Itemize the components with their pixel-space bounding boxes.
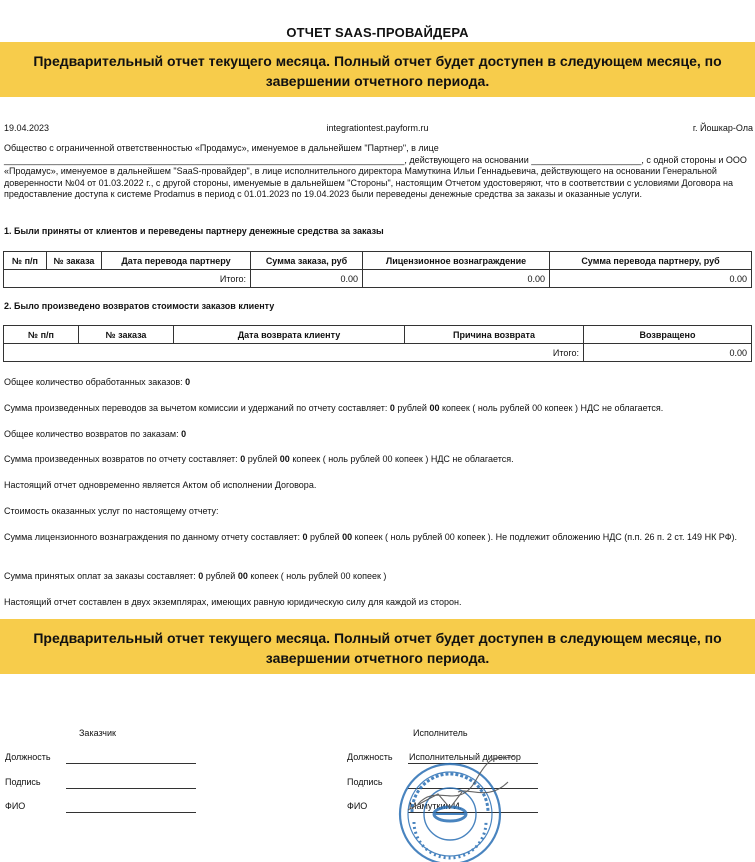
customer-position-line xyxy=(66,763,196,764)
refunds-sum-line xyxy=(4,453,749,465)
col-header: № заказа xyxy=(79,326,174,344)
payments-kop: 00 xyxy=(237,571,248,581)
processed-value: 0 xyxy=(185,377,191,387)
table-total-row xyxy=(4,270,752,288)
executor-title: Исполнитель xyxy=(413,728,468,738)
col-header: Дата возврата клиенту xyxy=(174,326,405,344)
preliminary-banner-bottom: Предварительный отчет текущего месяца. Полный отчет будет доступен в следующем месяце, по завершении отчетного периода. xyxy=(0,619,755,674)
license-rub: 0 xyxy=(302,532,308,542)
transfers-table xyxy=(3,251,752,288)
executor-position-value: Исполнительный директор xyxy=(409,752,521,762)
customer-sign-line xyxy=(66,788,196,789)
rub-word: рублей xyxy=(310,532,340,542)
customer-sign-label: Подпись xyxy=(5,777,41,787)
col-header: Дата перевода партнеру xyxy=(102,252,251,270)
report-title: ОТЧЕТ SAAS-ПРОВАЙДЕРА xyxy=(286,25,469,40)
section1-heading: 1. Были приняты от клиентов и переведены партнеру денежные средства за заказы xyxy=(4,226,384,236)
refunds-table xyxy=(3,325,752,362)
customer-title: Заказчик xyxy=(79,728,116,738)
section2-heading: 2. Было произведено возвратов стоимости заказов клиенту xyxy=(4,301,275,311)
company-stamp-icon xyxy=(398,752,518,862)
transfers-sum-line xyxy=(4,402,749,414)
preliminary-banner-top: Предварительный отчет текущего месяца. Полный отчет будет доступен в следующем месяце, по завершении отчетного периода. xyxy=(0,42,755,97)
transfers-rub: 0 xyxy=(389,403,395,413)
total-label: Итого: xyxy=(4,344,584,362)
transfers-text: Сумма произведенных переводов за вычетом комиссии и удержаний по отчету составляет: xyxy=(4,403,388,413)
executor-sign-label: Подпись xyxy=(347,777,383,787)
cost-line: Стоимость оказанных услуг по настоящему отчету: xyxy=(4,506,219,516)
report-date: 19.04.2023 xyxy=(4,123,50,133)
col-header: Лицензионное вознаграждение xyxy=(363,252,550,270)
rub-word: рублей xyxy=(247,454,278,464)
table-header-row xyxy=(4,326,752,344)
total-partner-transfer: 0.00 xyxy=(550,270,752,288)
executor-position-label: Должность xyxy=(347,752,393,762)
license-kop: 00 xyxy=(342,532,353,542)
total-label: Итого: xyxy=(4,270,251,288)
rub-word: рублей xyxy=(205,571,236,581)
total-license-fee: 0.00 xyxy=(363,270,550,288)
license-sum-line xyxy=(4,531,749,543)
col-header: Возвращено xyxy=(584,326,752,344)
transfers-kop: 00 xyxy=(429,403,440,413)
payments-tail: копеек ( ноль рублей 00 копеек ) xyxy=(250,571,387,581)
col-header: № п/п xyxy=(4,252,47,270)
executor-name-label: ФИО xyxy=(347,801,368,811)
refunds-count-line xyxy=(4,428,749,440)
customer-position-label: Должность xyxy=(5,752,51,762)
payments-rub: 0 xyxy=(198,571,204,581)
report-city: г. Йошкар-Ола xyxy=(692,123,753,133)
refunds-count-label: Общее количество возвратов по заказам: xyxy=(4,429,179,439)
intro-paragraph: Общество с ограниченной ответственностью «Продамус», именуемое в дальнейшем "Партнер", в лице ________________________________________________________________________________, действующего на основании ______________________, с одной стороны и ООО «Продамус», именуемое в дальнейшем "SaaS-провайдер", в лице исполнительного директора Мамуткина Ильи Геннадьевича, действующего на основании Генеральной доверенности №04 от 01.03.2022 г., с другой стороны, именуемые в дальнейшем "Стороны", настоящим Отчетом удостоверяют, что в соответствии с условиями Договора на предоставление доступа к системе Prodamus в период с 01.01.2023 по 19.04.2023 были переведены денежные средства за заказы и оказанные услуги. xyxy=(4,143,747,199)
col-header: № п/п xyxy=(4,326,79,344)
refunds-kop: 00 xyxy=(279,454,290,464)
report-site: integrationtest.payform.ru xyxy=(326,123,429,133)
license-tail: копеек ( ноль рублей 00 копеек ). Не подлежит обложению НДС (п.п. 26 п. 2 ст. 149 НК РФ). xyxy=(354,532,738,542)
table-total-row xyxy=(4,344,752,362)
total-order-sum: 0.00 xyxy=(251,270,363,288)
license-text: Сумма лицензионного вознаграждения по данному отчету составляет: xyxy=(4,532,300,542)
payments-text: Сумма принятых оплат за заказы составляет: xyxy=(4,571,196,581)
payments-sum-line xyxy=(4,570,749,582)
total-refunded: 0.00 xyxy=(584,344,752,362)
table-header-row xyxy=(4,252,752,270)
col-header: № заказа xyxy=(47,252,102,270)
processed-orders-line xyxy=(4,376,749,388)
col-header: Сумма заказа, руб xyxy=(251,252,363,270)
executor-name-value: Мамуткин И. xyxy=(409,801,462,811)
act-line: Настоящий отчет одновременно является Актом об исполнении Договора. xyxy=(4,480,317,490)
copies-line: Настоящий отчет составлен в двух экземплярах, имеющих равную юридическую силу для каждой из сторон. xyxy=(4,597,462,607)
rub-word: рублей xyxy=(397,403,427,413)
refunds-tail: копеек ( ноль рублей 00 копеек ) НДС не облагается. xyxy=(292,454,514,464)
refunds-text: Сумма произведенных возвратов по отчету составляет: xyxy=(4,454,238,464)
refunds-rub: 0 xyxy=(240,454,246,464)
customer-name-label: ФИО xyxy=(5,801,26,811)
customer-name-line xyxy=(66,812,196,813)
processed-label: Общее количество обработанных заказов: xyxy=(4,377,183,387)
col-header: Сумма перевода партнеру, руб xyxy=(550,252,752,270)
refunds-count-value: 0 xyxy=(181,429,187,439)
transfers-tail: копеек ( ноль рублей 00 копеек ) НДС не облагается. xyxy=(441,403,664,413)
col-header: Причина возврата xyxy=(405,326,584,344)
